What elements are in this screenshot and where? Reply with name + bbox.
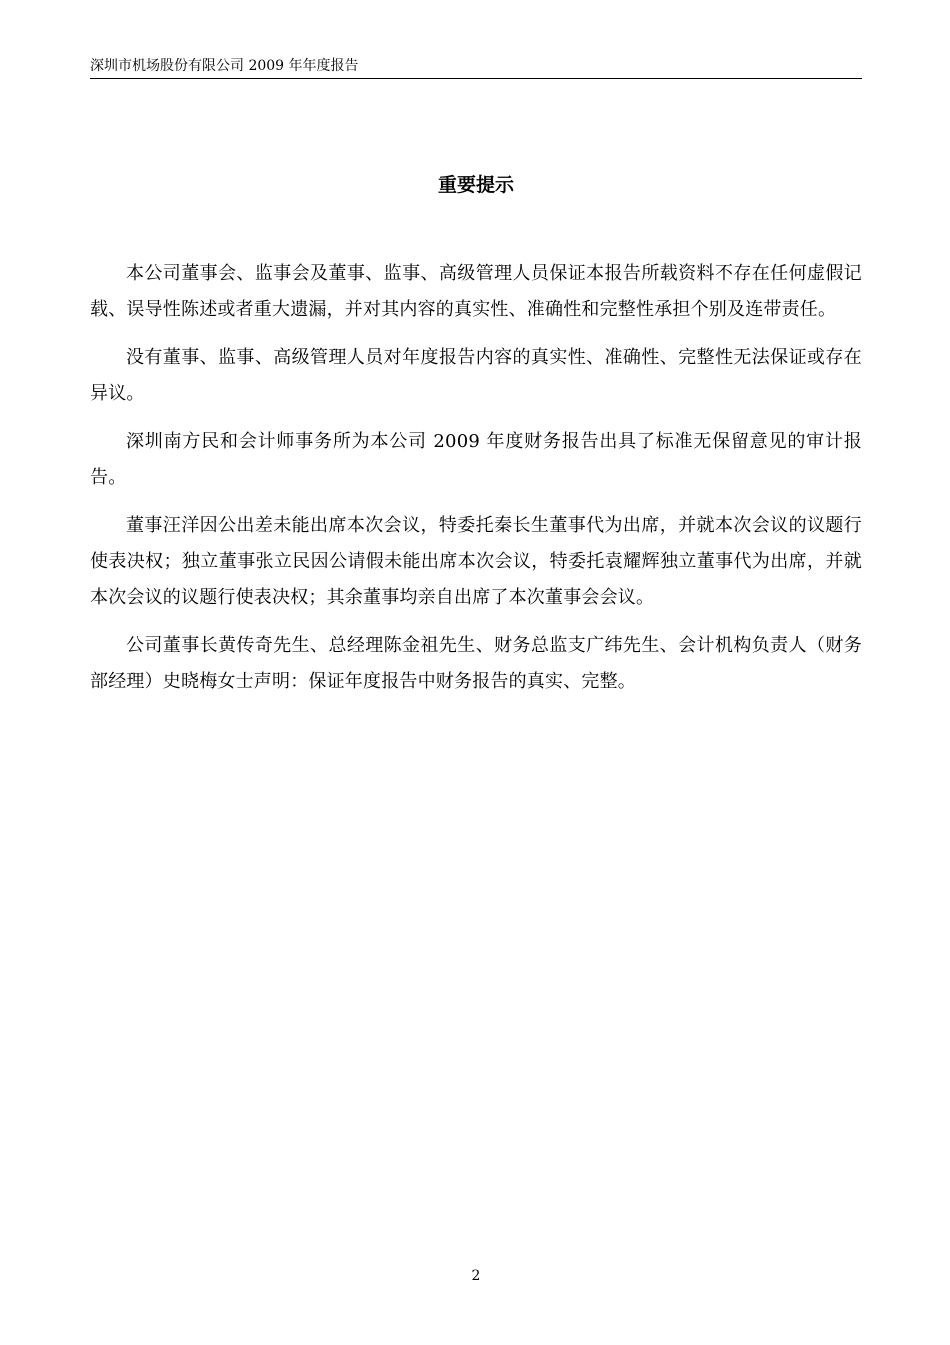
paragraph-meeting-attendance: 董事汪洋因公出差未能出席本次会议，特委托秦长生董事代为出席，并就本次会议的议题行使表决权；独立董事张立民因公请假未能出席本次会议，特委托袁耀辉独立董事代为出席，并就本次会议的议题行使表决权；其余董事均亲自出席了本次董事会会议。 [90,515,862,608]
paragraph-executive-declaration: 公司董事长黄传奇先生、总经理陈金祖先生、财务总监支广纬先生、会计机构负责人（财务部经理）史晓梅女士声明：保证年度报告中财务报告的真实、完整。 [90,635,862,692]
document-body [90,256,862,712]
paragraph-board-guarantee: 本公司董事会、监事会及董事、监事、高级管理人员保证本报告所载资料不存在任何虚假记载、误导性陈述或者重大遗漏，并对其内容的真实性、准确性和完整性承担个别及连带责任。 [90,263,862,320]
page-footer [90,1267,862,1285]
page-title: 重要提示 [437,174,514,196]
paragraph-no-objection: 没有董事、监事、高级管理人员对年度报告内容的真实性、准确性、完整性无法保证或存在异议。 [90,347,862,404]
paragraph-audit-report: 深圳南方民和会计师事务所为本公司 2009 年度财务报告出具了标准无保留意见的审计报告。 [90,431,862,488]
header-title: 深圳市机场股份有限公司 2009 年年度报告 [90,58,359,74]
page-header [90,56,862,79]
page-number: 2 [471,1268,481,1284]
